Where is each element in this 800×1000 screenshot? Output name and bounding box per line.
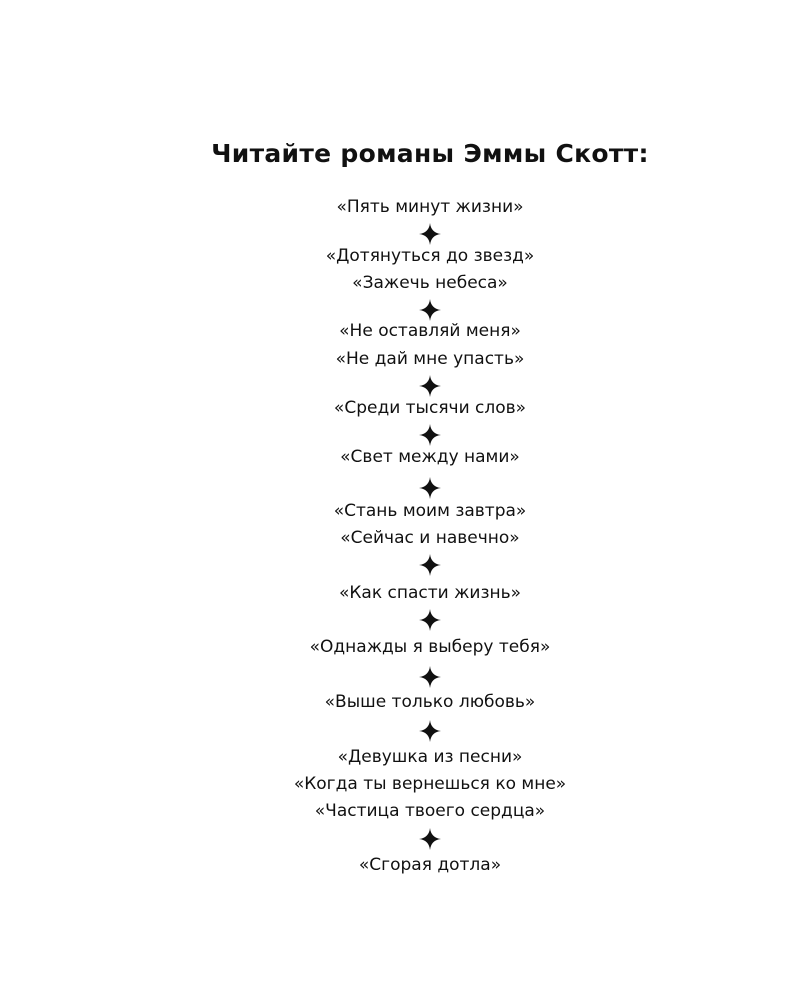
page-title: Читайте романы Эммы Скотт: — [211, 139, 649, 168]
four-point-star-icon — [419, 609, 441, 631]
book-title: «Однажды я выберу тебя» — [309, 637, 551, 657]
book-title: «Не оставляй меня» — [339, 321, 521, 341]
book-title: «Стань моим завтра» — [333, 501, 527, 521]
four-point-star-icon — [419, 554, 441, 576]
four-point-star-icon — [419, 424, 441, 446]
book-title: «Когда ты вернешься ко мне» — [293, 774, 567, 794]
book-title: «Не дай мне упасть» — [335, 349, 525, 369]
book-title: «Сейчас и навечно» — [340, 528, 520, 548]
book-title: «Как спасти жизнь» — [338, 583, 522, 603]
four-point-star-icon — [419, 223, 441, 245]
book-title: «Пять минут жизни» — [336, 197, 524, 217]
book-title: «Дотянуться до звезд» — [325, 246, 535, 266]
four-point-star-icon — [419, 477, 441, 499]
book-title: «Выше только любовь» — [324, 692, 536, 712]
four-point-star-icon — [419, 720, 441, 742]
book-title: «Среди тысячи слов» — [333, 398, 527, 418]
book-title: «Частица твоего сердца» — [314, 801, 546, 821]
book-title: «Зажечь небеса» — [352, 273, 508, 293]
book-title: «Девушка из песни» — [337, 747, 523, 767]
book-title: «Свет между нами» — [340, 447, 520, 467]
four-point-star-icon — [419, 375, 441, 397]
four-point-star-icon — [419, 666, 441, 688]
book-title: «Сгорая дотла» — [358, 855, 502, 875]
four-point-star-icon — [419, 299, 441, 321]
four-point-star-icon — [419, 828, 441, 850]
